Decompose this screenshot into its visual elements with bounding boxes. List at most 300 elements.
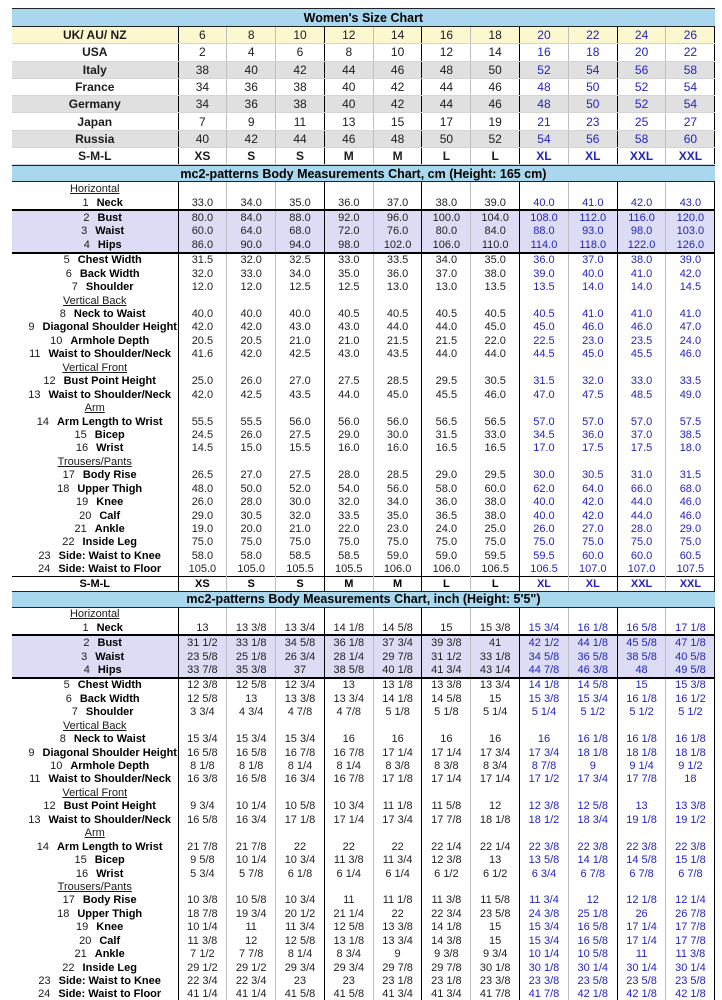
value-cell: 57.0 [520, 415, 569, 428]
value-cell: 52 [471, 130, 520, 147]
value-cell: 3 3/4 [178, 706, 227, 719]
value-cell: 26.0 [520, 522, 569, 535]
value-cell: 28 1/4 [324, 650, 373, 663]
measurement-row [12, 428, 715, 441]
value-cell: 19 3/4 [227, 907, 276, 920]
value-cell: 16 5/8 [568, 934, 617, 947]
row-number: 11 [29, 773, 41, 786]
value-cell: L [471, 577, 520, 591]
row-number: 4 [83, 663, 90, 676]
value-cell: 66.0 [617, 482, 666, 495]
value-cell: 5 1/2 [617, 706, 666, 719]
measurement-name: Bicep [94, 854, 125, 867]
measurement-name: Body Rise [82, 469, 137, 482]
value-cell: 107.0 [568, 563, 617, 577]
value-cell: 10 3/4 [324, 800, 373, 813]
value-cell: 54 [666, 78, 715, 95]
value-cell: 116.0 [617, 210, 666, 224]
value-cell: 34.5 [520, 428, 569, 441]
measurement-row [12, 225, 715, 238]
measurement-name: Arm Length to Wrist [56, 415, 163, 428]
value-cell: 22 3/8 [617, 840, 666, 853]
subheader-label-cell [12, 719, 178, 732]
value-cell: 35.0 [471, 253, 520, 267]
value-cell: 17 3/4 [568, 773, 617, 786]
value-cell: 7 7/8 [227, 947, 276, 960]
value-cell: 50 [471, 61, 520, 78]
value-cell: 57.0 [617, 415, 666, 428]
value-cell: 15 [471, 934, 520, 947]
value-cell: 39 3/8 [422, 635, 471, 649]
value-cell: 5 3/4 [178, 867, 227, 880]
row-number: 6 [65, 267, 72, 280]
value-cell: 19 1/8 [617, 813, 666, 826]
value-cell: 8 1/4 [276, 759, 325, 772]
measurement-name: Body Rise [82, 894, 137, 907]
subheader-label-cell [12, 455, 178, 468]
value-cell: 15 3/4 [178, 732, 227, 745]
value-cell: 112.0 [568, 210, 617, 224]
row-number: 8 [59, 733, 66, 746]
size-conversion-rows [12, 27, 715, 165]
value-cell: 13 3/4 [373, 934, 422, 947]
value-cell: 9 [568, 759, 617, 772]
value-cell: 92.0 [324, 210, 373, 224]
value-cell: 8 [324, 44, 373, 61]
value-cell [373, 401, 422, 414]
value-cell: 17 1/2 [520, 773, 569, 786]
measurement-name: Diagonal Shoulder Height [42, 746, 177, 759]
value-cell: 22 1/4 [471, 840, 520, 853]
value-cell: 13 5/8 [520, 853, 569, 866]
value-cell: 27.0 [276, 375, 325, 388]
value-cell: 29.5 [471, 469, 520, 482]
value-cell [373, 827, 422, 840]
value-cell: 34.0 [373, 495, 422, 508]
value-cell: 21.0 [324, 334, 373, 347]
value-cell: 45.5 [422, 388, 471, 401]
subheader-label-cell [12, 182, 178, 196]
value-cell: 18 1/8 [471, 813, 520, 826]
value-cell: 15 3/4 [568, 692, 617, 705]
subheader-label: Vertical Front [62, 786, 128, 799]
value-cell: 14 5/8 [617, 853, 666, 866]
value-cell: 8 1/4 [276, 947, 325, 960]
value-cell: 12 3/8 [178, 678, 227, 692]
value-cell: 30 1/8 [471, 961, 520, 974]
value-cell: 26 [666, 27, 715, 44]
value-cell [324, 401, 373, 414]
value-cell: 96.0 [373, 210, 422, 224]
value-cell [471, 880, 520, 893]
measurement-row [12, 840, 715, 853]
value-cell [520, 880, 569, 893]
value-cell: 12 3/4 [276, 678, 325, 692]
value-cell: 86.0 [178, 238, 227, 252]
value-cell: 42.5 [276, 348, 325, 361]
measurement-name: Side: Waist to Knee [58, 549, 161, 562]
value-cell: 11 1/8 [373, 894, 422, 907]
subheader-label-cell [12, 401, 178, 414]
measurement-name: Shoulder [85, 706, 134, 719]
value-cell: 84.0 [471, 225, 520, 238]
subheader-row [12, 455, 715, 468]
value-cell: 10 5/8 [227, 894, 276, 907]
value-cell: 22 [276, 840, 325, 853]
value-cell: 17 7/8 [666, 921, 715, 934]
value-cell: 28.5 [373, 469, 422, 482]
value-cell: 50.0 [227, 482, 276, 495]
row-number: 2 [83, 637, 90, 650]
value-cell: 49.0 [666, 388, 715, 401]
value-cell: 5 1/2 [568, 706, 617, 719]
value-cell: 13 3/8 [227, 621, 276, 635]
value-cell [520, 182, 569, 196]
value-cell: XXL [666, 577, 715, 591]
value-cell: 38.0 [471, 509, 520, 522]
subheader-label: Vertical Back [62, 294, 127, 307]
measurement-label-cell [12, 225, 178, 238]
value-cell: 48.0 [178, 482, 227, 495]
value-cell [178, 880, 227, 893]
value-cell: 40 [178, 130, 227, 147]
value-cell: 18 [666, 773, 715, 786]
value-cell: 46 [471, 78, 520, 95]
value-cell: 32.0 [227, 253, 276, 267]
value-cell: 15 [617, 678, 666, 692]
value-cell: 5 7/8 [227, 867, 276, 880]
value-cell: 17 3/4 [373, 813, 422, 826]
value-cell: 6 1/8 [276, 867, 325, 880]
row-number: 20 [79, 509, 92, 522]
measurement-label-cell [12, 907, 178, 920]
measurement-label-cell [12, 894, 178, 907]
value-cell: XXL [666, 148, 715, 165]
measurement-label-cell [12, 635, 178, 649]
value-cell: 8 3/4 [471, 759, 520, 772]
value-cell: 30.0 [276, 495, 325, 508]
measurement-row [12, 746, 715, 759]
measurement-row [12, 536, 715, 549]
value-cell: 22 [666, 44, 715, 61]
value-cell: 32.0 [276, 509, 325, 522]
value-cell: 14 3/8 [422, 934, 471, 947]
value-cell: XS [178, 577, 227, 591]
value-cell: 64.0 [227, 225, 276, 238]
value-cell: 29 7/8 [422, 961, 471, 974]
subheader-label: Vertical Front [62, 361, 128, 374]
value-cell: 14.5 [666, 280, 715, 293]
row-number: 23 [38, 549, 51, 562]
value-cell: 31.5 [422, 428, 471, 441]
measurement-row [12, 509, 715, 522]
value-cell: 23 5/8 [471, 907, 520, 920]
value-cell: 84.0 [227, 210, 276, 224]
value-cell: 6 7/8 [617, 867, 666, 880]
measurement-row [12, 334, 715, 347]
value-cell [324, 607, 373, 621]
value-cell: 17.0 [520, 442, 569, 455]
subheader-label-cell [12, 294, 178, 307]
subheader-label-cell [12, 786, 178, 799]
value-cell: 44 7/8 [520, 663, 569, 677]
value-cell: 12 3/8 [520, 800, 569, 813]
value-cell: 22 [324, 840, 373, 853]
value-cell [422, 880, 471, 893]
value-cell: 40.5 [520, 307, 569, 320]
value-cell: 18 [568, 44, 617, 61]
value-cell [666, 294, 715, 307]
value-cell: 17 1/4 [324, 813, 373, 826]
measurement-label-cell [12, 867, 178, 880]
value-cell: 33.0 [178, 196, 227, 210]
value-cell: 20 [617, 44, 666, 61]
value-cell: 60.0 [568, 549, 617, 562]
value-cell [520, 361, 569, 374]
page-title: Women's Size Chart [12, 9, 715, 27]
value-cell: 4 7/8 [324, 706, 373, 719]
row-label: France [12, 78, 178, 95]
value-cell: 55.5 [178, 415, 227, 428]
row-number: 9 [28, 321, 35, 334]
value-cell [666, 880, 715, 893]
measurement-name: Armhole Depth [70, 760, 150, 773]
value-cell: 41.0 [568, 196, 617, 210]
value-cell [227, 361, 276, 374]
value-cell: 105.5 [276, 563, 325, 577]
value-cell: 21 7/8 [178, 840, 227, 853]
value-cell: 60.0 [178, 225, 227, 238]
value-cell: 5 1/4 [471, 706, 520, 719]
value-cell: 98.0 [617, 225, 666, 238]
measurement-label-cell [12, 334, 178, 347]
value-cell: 18 1/8 [568, 746, 617, 759]
value-cell: 42 [227, 130, 276, 147]
value-cell [617, 294, 666, 307]
value-cell: 56.5 [471, 415, 520, 428]
value-cell: 41 7/8 [471, 988, 520, 1000]
measurement-label-cell [12, 321, 178, 334]
value-cell [520, 294, 569, 307]
value-cell: 13.0 [422, 280, 471, 293]
value-cell: 42.0 [617, 196, 666, 210]
value-cell: 8 [227, 27, 276, 44]
value-cell: 23 5/8 [568, 974, 617, 987]
value-cell: 56.0 [276, 415, 325, 428]
value-cell: 17 1/4 [617, 934, 666, 947]
value-cell [276, 786, 325, 799]
value-cell: 75.0 [373, 536, 422, 549]
value-cell: 27.5 [324, 375, 373, 388]
value-cell: 22.5 [520, 334, 569, 347]
value-cell: 43.0 [276, 321, 325, 334]
value-cell: 103.0 [666, 225, 715, 238]
value-cell: 16 5/8 [178, 746, 227, 759]
cm-measurements-table [12, 165, 715, 590]
row-number: 12 [43, 375, 56, 388]
value-cell: 33 7/8 [178, 663, 227, 677]
row-number: 4 [83, 238, 90, 251]
value-cell: 16 5/8 [617, 621, 666, 635]
value-cell: 110.0 [471, 238, 520, 252]
value-cell: 44 [422, 78, 471, 95]
value-cell: 29.0 [178, 509, 227, 522]
value-cell [276, 182, 325, 196]
value-cell: 31.5 [666, 469, 715, 482]
value-cell [276, 880, 325, 893]
value-cell: 118.0 [568, 238, 617, 252]
value-cell: 58.0 [178, 549, 227, 562]
value-cell [422, 294, 471, 307]
row-number: 12 [43, 800, 56, 813]
measurement-row [12, 650, 715, 663]
value-cell: 29 3/4 [276, 961, 325, 974]
size-row [12, 96, 715, 113]
value-cell: 16 [471, 732, 520, 745]
value-cell [471, 455, 520, 468]
value-cell: 108.0 [520, 210, 569, 224]
value-cell: 42 1/8 [568, 988, 617, 1000]
value-cell: 56 [617, 61, 666, 78]
value-cell: 40.0 [520, 196, 569, 210]
value-cell: 37 [276, 663, 325, 677]
value-cell: 40 5/8 [666, 650, 715, 663]
value-cell: 42 1/2 [520, 635, 569, 649]
measurement-row [12, 522, 715, 535]
value-cell: M [373, 577, 422, 591]
value-cell: 16 5/8 [178, 813, 227, 826]
value-cell: 41 1/4 [178, 988, 227, 1000]
measurement-label-cell [12, 469, 178, 482]
value-cell: 90.0 [227, 238, 276, 252]
value-cell: 20 1/2 [276, 907, 325, 920]
measurement-label-cell [12, 974, 178, 987]
value-cell: 4 7/8 [276, 706, 325, 719]
measurement-name: Wrist [96, 867, 124, 880]
value-cell: 22 3/8 [568, 840, 617, 853]
value-cell: 12.0 [178, 280, 227, 293]
value-cell [617, 880, 666, 893]
size-row [12, 148, 715, 165]
value-cell: 16 1/8 [666, 732, 715, 745]
value-cell: 32.0 [178, 267, 227, 280]
value-cell: 42.0 [178, 321, 227, 334]
value-cell: 36.0 [520, 253, 569, 267]
row-number: 3 [81, 225, 88, 238]
value-cell: 42 [373, 96, 422, 113]
measurement-name: Ankle [94, 523, 125, 536]
value-cell: 45.0 [520, 321, 569, 334]
value-cell: 22 3/8 [520, 840, 569, 853]
value-cell [276, 607, 325, 621]
row-number: 20 [79, 934, 92, 947]
value-cell: 8 1/8 [178, 759, 227, 772]
value-cell: 60 [666, 130, 715, 147]
row-number: 1 [82, 621, 89, 634]
value-cell: 23 [568, 113, 617, 130]
value-cell [227, 719, 276, 732]
value-cell: 106.5 [471, 563, 520, 577]
value-cell: 12.0 [227, 280, 276, 293]
value-cell: 36 5/8 [568, 650, 617, 663]
value-cell: 22 [373, 840, 422, 853]
measurement-row [12, 894, 715, 907]
value-cell: 14 5/8 [422, 692, 471, 705]
value-cell: 38.0 [471, 267, 520, 280]
value-cell: 6 1/4 [373, 867, 422, 880]
measurement-row [12, 732, 715, 745]
value-cell: 23 3/8 [520, 974, 569, 987]
value-cell: 36.0 [324, 196, 373, 210]
value-cell: 13 1/8 [373, 678, 422, 692]
value-cell: 44.0 [373, 321, 422, 334]
value-cell: 44.0 [471, 348, 520, 361]
value-cell: 16 3/4 [227, 813, 276, 826]
value-cell [227, 401, 276, 414]
measurement-row [12, 267, 715, 280]
value-cell: 29.0 [324, 428, 373, 441]
size-row [12, 113, 715, 130]
measurement-row [12, 469, 715, 482]
value-cell: 45.5 [617, 348, 666, 361]
measurement-name: Armhole Depth [70, 334, 150, 347]
row-number: 2 [83, 211, 90, 224]
value-cell: 17 1/8 [666, 621, 715, 635]
measurement-row [12, 348, 715, 361]
value-cell: 14 5/8 [373, 621, 422, 635]
value-cell: 20 [520, 27, 569, 44]
value-cell: 56.0 [324, 415, 373, 428]
subheader-label: Trousers/Pants [57, 880, 132, 893]
measurement-label-cell [12, 238, 178, 252]
value-cell [324, 361, 373, 374]
value-cell: 34.0 [276, 267, 325, 280]
value-cell: 44 1/8 [568, 635, 617, 649]
measurement-row [12, 773, 715, 786]
value-cell [617, 719, 666, 732]
value-cell: 42 1/8 [666, 988, 715, 1000]
measurement-name: Waist to Shoulder/Neck [48, 773, 171, 786]
measurement-row [12, 482, 715, 495]
row-label: S-M-L [12, 148, 178, 165]
value-cell [568, 455, 617, 468]
measurement-label-cell [12, 495, 178, 508]
value-cell: 13 1/8 [324, 934, 373, 947]
value-cell: 19.0 [178, 522, 227, 535]
row-number: 11 [29, 348, 41, 361]
value-cell: 41 5/8 [276, 988, 325, 1000]
value-cell [178, 455, 227, 468]
value-cell: 9 3/4 [471, 947, 520, 960]
measurement-name: Bust Point Height [63, 800, 156, 813]
measurement-name: Wrist [96, 442, 124, 455]
value-cell: 55.5 [227, 415, 276, 428]
value-cell [373, 786, 422, 799]
measurement-name: Inside Leg [82, 536, 137, 549]
value-cell: 15 [471, 921, 520, 934]
value-cell: 16 5/8 [227, 746, 276, 759]
value-cell: 17 7/8 [666, 934, 715, 947]
value-cell: 16 7/8 [276, 746, 325, 759]
value-cell: M [373, 148, 422, 165]
value-cell: 57.0 [568, 415, 617, 428]
measurement-label-cell: S-M-L [12, 577, 178, 591]
subheader-label-cell [12, 827, 178, 840]
value-cell: 12.5 [276, 280, 325, 293]
value-cell [520, 401, 569, 414]
value-cell: 44.0 [422, 321, 471, 334]
measurement-name: Calf [99, 509, 121, 522]
